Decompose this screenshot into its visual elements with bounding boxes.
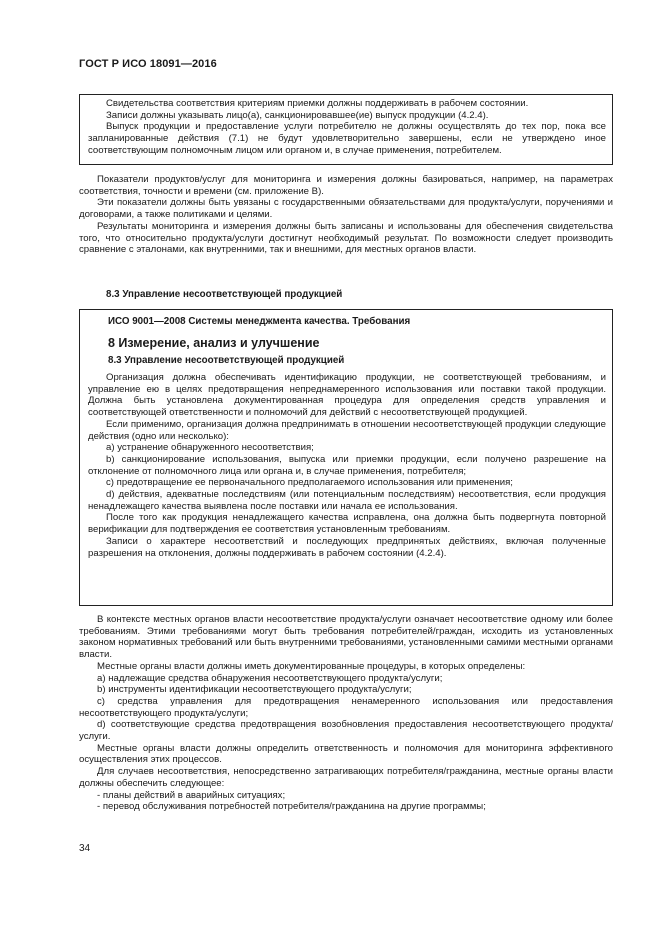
section-heading: 8.3 Управление несоответствующей продукцией: [106, 289, 343, 300]
iso-subheading: 8.3 Управление несоответствующей продукцией: [108, 355, 345, 366]
body-paragraph: Для случаев несоответствия, непосредственно затрагивающих потребителя/гражданина, местные органы власти должны обеспечить следующее:: [79, 766, 613, 789]
iso-list-item: a) устранение обнаруженного несоответствия;: [106, 442, 314, 454]
body-list-item: b) инструменты идентификации несоответствующего продукта/услуги;: [97, 684, 412, 696]
iso-paragraph: Организация должна обеспечивать идентификацию продукции, не соответствующей требованиям, и управление ею в целях предотвращения непреднамеренного использования или поставки такой продукции. Должна быть установлена документированная процедура для определения средств управления и соответствующей ответственности и полномочий для действий с несоответствующей продукцией.: [88, 372, 606, 419]
body-paragraph: Местные органы власти должны определить ответственность и полномочия для мониторинга эффективного осуществления этих процессов.: [79, 742, 613, 766]
body-block-1: [79, 174, 613, 256]
body-list-item: - планы действий в аварийных ситуациях;: [97, 789, 286, 801]
body-block-2: [79, 614, 613, 813]
body-paragraph: В контексте местных органов власти несоответствие продукта/услуги означает несоответствие одному или более требованиям. Этими требованиями могут быть требования потребителей/граждан, исходить из установленных законом нормативных требований или быть внутренними требованиями, установленными самими местными органами власти.: [79, 614, 613, 661]
iso-paragraph: После того как продукция ненадлежащего качества исправлена, она должна быть подвергнута повторной верификации для подтверждения ее соответствия установленным требованиям.: [88, 512, 606, 536]
iso-standard-title: ИСО 9001—2008 Системы менеджмента качества. Требования: [108, 316, 411, 327]
iso-list-item: d) действия, адекватные последствиям (или потенциальным последствиям) несоответствия, если продукция ненадлежащего качества выявлена после поставки или начала ее использования.: [88, 489, 606, 512]
iso-quote-box: [79, 309, 613, 606]
body-list-item: - перевод обслуживания потребностей потребителя/гражданина на другие программы;: [97, 801, 486, 813]
body-paragraph: Местные органы власти должны иметь документированные процедуры, в которых определены:: [97, 660, 526, 672]
body-list-item: a) надлежащие средства обнаружения несоответствующего продукта/услуги;: [97, 672, 443, 684]
iso-chapter-heading: 8 Измерение, анализ и улучшение: [108, 336, 320, 350]
body-paragraph: Эти показатели должны быть увязаны с государственными обязательствами для продукта/услуги, поручениями и договорами, а также политиками и целями.: [79, 197, 613, 221]
body-paragraph: Показатели продуктов/услуг для мониторинга и измерения должны базироваться, например, на параметрах соответствия, точности и времени (см. приложение В).: [79, 174, 613, 197]
iso-paragraph: Если применимо, организация должна предпринимать в отношении несоответствующей продукции следующие действия (одно или несколько):: [88, 418, 606, 442]
box1-paragraph: Выпуск продукции и предоставление услуги потребителю не должны осуществлять до тех пор, пока все запланированные действия (7.1) не будут удовлетворительно завершены, если не утверждено иное соответствующим полномочным лицом или органом и, в случае применения, потребителем.: [88, 121, 606, 156]
quoted-requirements-box: [79, 94, 613, 165]
body-paragraph: Результаты мониторинга и измерения должны быть записаны и использованы для обеспечения свидетельства того, что относительно продукта/услуги достигнут необходимый результат. По возможности следует производить сравнение с эталонами, как внутренними, так и внешними, для местных органов власти.: [79, 220, 613, 256]
box1-paragraph: Свидетельства соответствия критериям приемки должны поддерживать в рабочем состоянии.: [106, 98, 529, 109]
body-list-item: c) средства управления для предотвращения ненамеренного использования или предоставления несоответствующего продукта/услуги;: [79, 695, 613, 719]
box1-paragraph: Записи должны указывать лицо(а), санкционировавшее(ие) выпуск продукции (4.2.4).: [106, 109, 489, 121]
page-number: 34: [79, 843, 91, 854]
iso-paragraph: Записи о характере несоответствий и последующих предпринятых действиях, включая полученные разрешения на отклонения, должны поддерживать в рабочем состоянии (4.2.4).: [88, 535, 606, 559]
iso-list-item: c) предотвращение ее первоначального предполагаемого использования или применения;: [106, 477, 513, 489]
body-list-item: d) соответствующие средства предотвращения возобновления предоставления несоответствующего продукта/услуги.: [79, 719, 613, 743]
iso-list-item: b) санкционирование использования, выпуска или приемки продукции, если получено разрешение на отклонение от полномочного лица или органа и, в случае применения, потребителя;: [88, 453, 606, 477]
document-header: ГОСТ Р ИСО 18091—2016: [79, 58, 217, 70]
